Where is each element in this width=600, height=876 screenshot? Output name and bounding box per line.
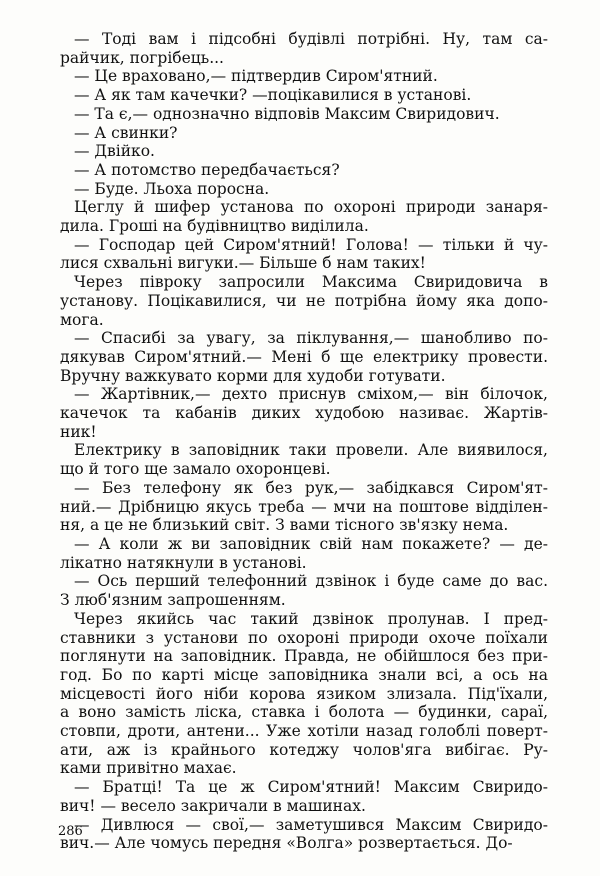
text-line: установу. Поцікавилися, чи не потрібна йому яка допо- [60, 291, 548, 310]
text-line: а воно замість ліска, ставка і болота — будинки, сараї, [60, 703, 548, 722]
text-line: — Спасибі за увагу, за піклування,— шанобливо по- [74, 329, 548, 348]
paragraph [60, 441, 548, 478]
paragraph [60, 142, 548, 161]
text-line: дякував Сиром'ятний.— Мені б ще електрику провести. [60, 347, 548, 366]
text-line: — Без телефону як без рук,— забідкався Сиром'ят- [74, 478, 548, 497]
paragraph [60, 329, 548, 385]
text-line: лися схвальні вигуки.— Більше б нам таких! [60, 254, 426, 273]
text-line: Вручну важкувато корми для худоби готувати. [60, 366, 446, 385]
text-line: — А свинки? [74, 123, 178, 142]
text-line: ник! [60, 422, 97, 441]
text-line: вич.— Але чомусь передня «Волга» розвертається. До- [60, 834, 513, 853]
paragraph [60, 572, 548, 609]
text-line: Електрику в заповідник таки провели. Але виявилося, [74, 441, 548, 460]
paragraph [60, 180, 548, 199]
paragraph [60, 30, 548, 67]
text-line: що й того ще замало охоронцеві. [60, 460, 331, 479]
paragraph [60, 778, 548, 815]
paragraph [60, 67, 548, 86]
text-line: місцевості його ніби корова язиком злизала. Під'їхали, [60, 684, 548, 703]
paragraph [60, 610, 548, 778]
paragraph [60, 816, 548, 853]
paragraph [60, 535, 548, 572]
paragraph [60, 479, 548, 535]
paragraph [60, 86, 548, 105]
text-line: З люб'язним запрошенням. [60, 591, 286, 610]
page-number: 286 [58, 824, 83, 839]
body-text [60, 30, 548, 853]
paragraph [60, 124, 548, 143]
paragraph [60, 161, 548, 180]
paragraph [60, 385, 548, 441]
text-line: лікатно натякнули в установі. [60, 553, 307, 572]
text-line: поглянути на заповідник. Правда, не обійшлося без при- [60, 647, 548, 666]
text-line: ками привітно махає. [60, 759, 237, 778]
text-line: — Братці! Та це ж Сиром'ятний! Максим Свиридо- [74, 778, 548, 797]
text-line: — Двійко. [74, 142, 155, 161]
text-line: — Це враховано,— підтвердив Сиром'ятний. [74, 67, 438, 86]
text-line: Через півроку запросили Максима Свиридовича в [74, 273, 548, 292]
text-line: — Господар цей Сиром'ятний! Голова! — тільки й чу- [74, 235, 548, 254]
text-line: — А потомство передбачається? [74, 160, 340, 179]
text-line: год. Бо по карті місце заповідника знали всі, а ось на [60, 665, 548, 684]
text-line: — А як там качечки? —поцікавилися в установі. [74, 86, 472, 105]
text-line: — Дивлюся — свої,— заметушився Максим Свиридо- [74, 815, 548, 834]
text-line: мога. [60, 310, 104, 329]
text-line: Цеглу й шифер установа по охороні природи занаря- [74, 198, 548, 217]
text-line: — А коли ж ви заповідник свій нам покажете? — де- [74, 534, 548, 553]
text-line: райчик, погрібець... [60, 48, 224, 67]
text-line: дила. Гроші на будівництво виділила. [60, 217, 369, 236]
text-line: — Та є,— однозначно відповів Максим Свиридович. [74, 104, 500, 123]
text-line: вич! — весело закричали в машинах. [60, 796, 366, 815]
text-line: качечок та кабанів диких худобою називає. Жартів- [60, 404, 548, 423]
text-line: стовпи, дроти, антени... Уже хотіли назад голоблі поверт- [60, 722, 548, 741]
paragraph [60, 105, 548, 124]
text-line: — Тоді вам і підсобні будівлі потрібні. Ну, там са- [74, 30, 548, 48]
text-line: ня, а це не близький світ. З вами тісного зв'язку нема. [60, 516, 509, 535]
text-line: — Буде. Льоха поросна. [74, 179, 270, 198]
text-line: ставники з установи по охороні природи охоче поїхали [60, 628, 548, 647]
text-line: — Жартівник,— дехто приснув сміхом,— він білочок, [74, 385, 548, 404]
paragraph [60, 198, 548, 235]
text-line: — Ось перший телефонний дзвінок і буде саме до вас. [74, 572, 548, 591]
text-line: Через якийсь час такий дзвінок пролунав. І пред- [74, 609, 548, 628]
text-line: ати, аж із крайнього котеджу чолов'яга вибігає. Ру- [60, 740, 548, 759]
paragraph [60, 273, 548, 329]
text-line: ний.— Дрібницю якусь треба — мчи на поштове відділен- [60, 497, 548, 516]
paragraph [60, 236, 548, 273]
